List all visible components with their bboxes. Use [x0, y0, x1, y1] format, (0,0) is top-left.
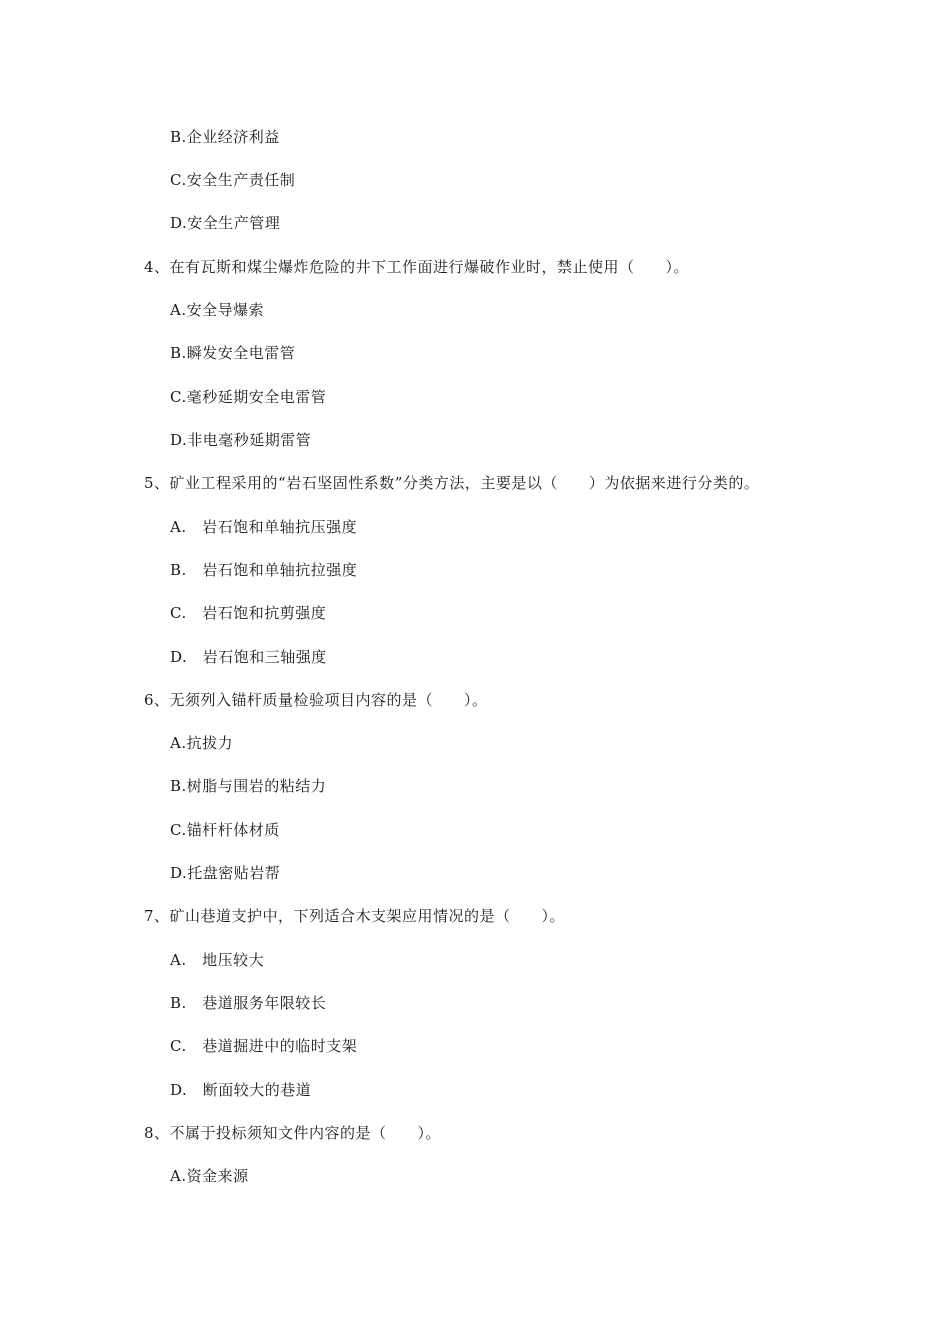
option-3c: C.安全生产责任制 [170, 171, 296, 189]
option-5c: C. 岩石饱和抗剪强度 [170, 604, 327, 622]
option-6c: C.锚杆杆体材质 [170, 821, 280, 839]
question-8: 8、不属于投标须知文件内容的是（ ）。 [144, 1124, 442, 1142]
option-7c: C. 巷道掘进中的临时支架 [170, 1037, 358, 1055]
option-7a: A. 地压较大 [170, 951, 265, 969]
option-6b: B.树脂与围岩的粘结力 [170, 777, 327, 795]
option-3b: B.企业经济利益 [170, 128, 280, 146]
option-4d: D.非电毫秒延期雷管 [170, 431, 312, 449]
option-4a: A.安全导爆索 [170, 301, 265, 319]
question-7: 7、矿山巷道支护中，下列适合木支架应用情况的是（ ）。 [144, 907, 566, 925]
option-3d: D.安全生产管理 [170, 214, 281, 232]
option-7b: B. 巷道服务年限较长 [170, 994, 327, 1012]
question-4: 4、在有瓦斯和煤尘爆炸危险的井下工作面进行爆破作业时，禁止使用（ ）。 [144, 258, 690, 276]
option-4c: C.毫秒延期安全电雷管 [170, 388, 327, 406]
option-5a: A. 岩石饱和单轴抗压强度 [170, 518, 358, 536]
question-5: 5、矿业工程采用的“岩石坚固性系数”分类方法，主要是以（ ）为依据来进行分类的。 [144, 474, 760, 492]
option-7d: D. 断面较大的巷道 [170, 1081, 312, 1099]
option-5b: B. 岩石饱和单轴抗拉强度 [170, 561, 358, 579]
question-6: 6、无须列入锚杆质量检验项目内容的是（ ）。 [144, 691, 488, 709]
option-6a: A.抗拔力 [170, 734, 234, 752]
option-4b: B.瞬发安全电雷管 [170, 344, 296, 362]
option-8a: A.资金来源 [170, 1167, 249, 1185]
option-5d: D. 岩石饱和三轴强度 [170, 648, 327, 666]
option-6d: D.托盘密贴岩帮 [170, 864, 281, 882]
